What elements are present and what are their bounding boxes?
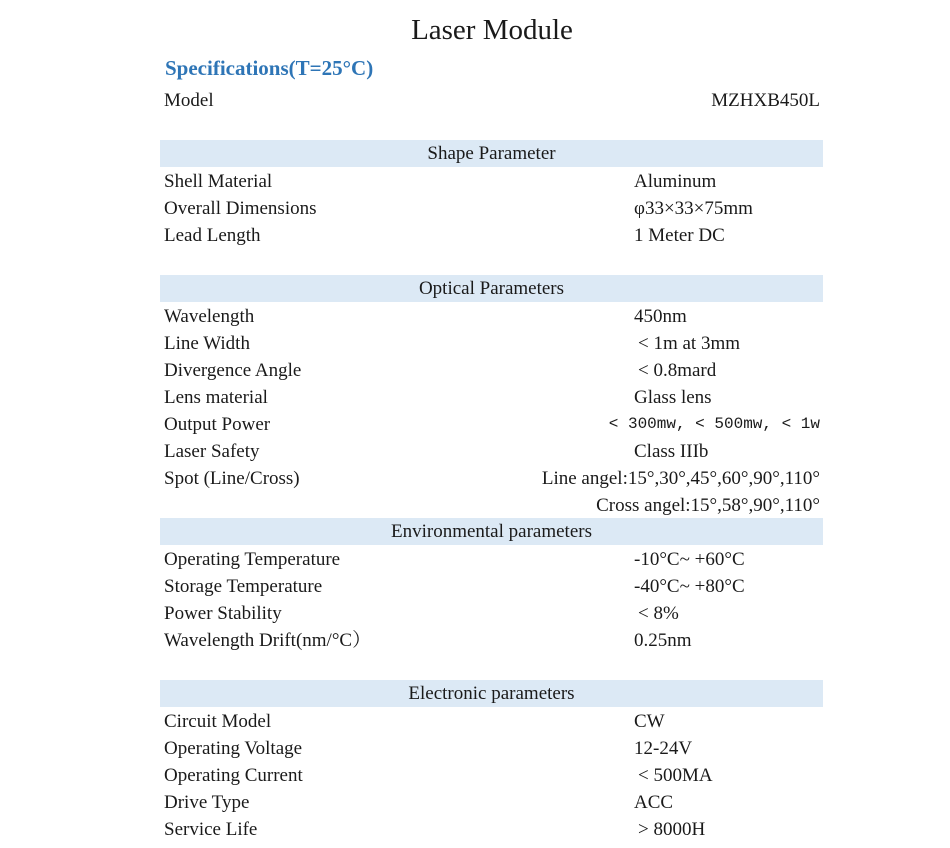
section-title: Electronic parameters [408,683,575,704]
row-label: Spot (Line/Cross) [164,468,300,489]
row-label: Service Life [164,819,258,840]
row-value: 0.25nm [634,630,692,651]
row-label: Lens material [164,387,268,408]
row-label: Divergence Angle [164,360,302,381]
row-value: Class IIIb [634,441,709,462]
row-value: Cross angel:15°,58°,90°,110° [596,495,820,516]
row-label: Lead Length [164,225,261,246]
section-title: Environmental parameters [390,521,592,542]
row-value: Aluminum [634,171,717,192]
row-value: > 8000H [638,819,706,840]
row-value: Line angel:15°,30°,45°,60°,90°,110° [541,468,820,489]
row-label: Output Power [164,414,271,435]
row-value: -40°C~ +80°C [634,576,745,597]
row-label: Wavelength Drift(nm/°C） [164,630,372,651]
section-header-environmental [160,518,823,545]
row-label: Operating Temperature [164,549,341,570]
section-header-optical [160,275,823,302]
section-title: Shape Parameter [427,143,556,164]
section-header-shape [160,140,823,167]
row-value: < 500MA [638,765,713,786]
row-value: 1 Meter DC [634,225,725,246]
model-value: MZHXB450L [711,90,820,111]
row-value: 450nm [634,306,687,327]
row-label: Circuit Model [164,711,272,732]
row-label: Operating Voltage [164,738,303,759]
row-value: < 0.8mard [638,360,717,381]
row-value: -10°C~ +60°C [634,549,745,570]
row-label: Laser Safety [164,441,260,462]
row-label: Overall Dimensions [164,198,317,219]
specifications-heading: Specifications(T=25°C) [165,56,374,80]
row-label: Shell Material [164,171,273,192]
row-value: CW [634,711,665,732]
row-label: Storage Temperature [164,576,323,597]
row-value: < 1m at 3mm [638,333,741,354]
row-value: < 300mw, < 500mw, < 1w [608,415,820,433]
page-title: Laser Module [411,14,573,46]
section-title: Optical Parameters [418,278,565,299]
row-value: Glass lens [634,387,712,408]
model-label: Model [164,90,214,111]
row-label: Drive Type [164,792,250,813]
row-label: Power Stability [164,603,282,624]
row-label: Line Width [164,333,250,354]
row-value: < 8% [638,603,679,624]
row-label: Wavelength [164,306,255,327]
section-header-electronic [160,680,823,707]
row-value: φ33×33×75mm [634,198,753,219]
row-value: 12-24V [634,738,693,759]
row-label: Operating Current [164,765,303,786]
row-value: ACC [634,792,674,813]
